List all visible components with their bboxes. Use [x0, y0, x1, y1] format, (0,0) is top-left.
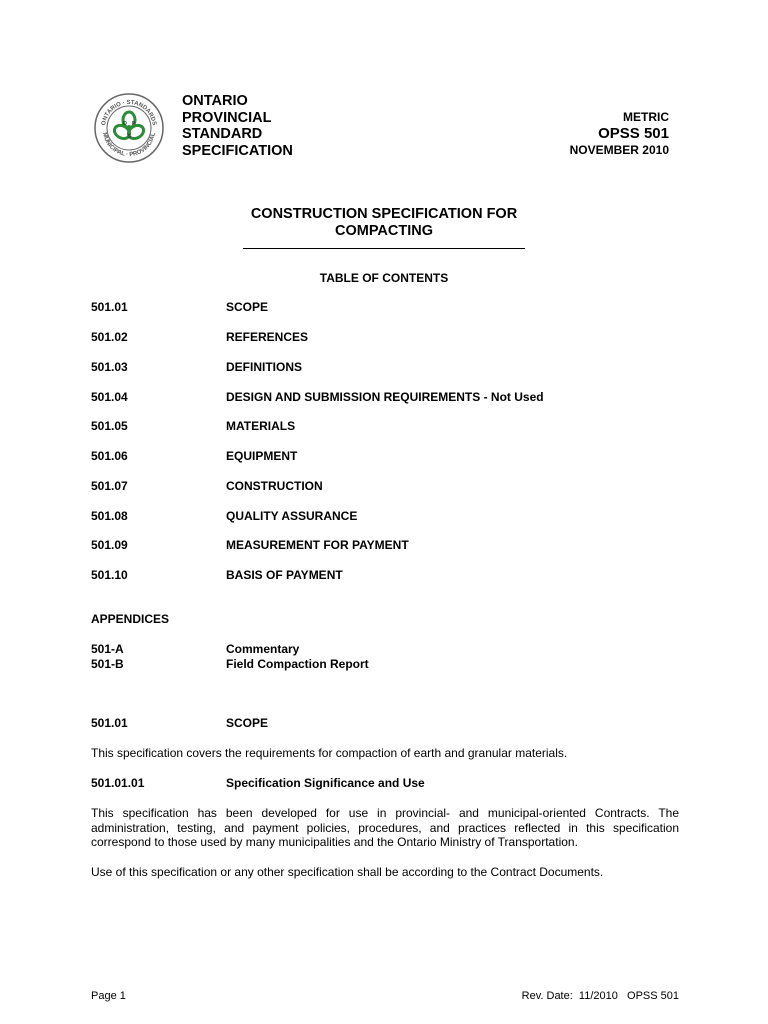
toc-label: DEFINITIONS [226, 360, 303, 374]
toc-number: 501.09 [91, 538, 128, 552]
toc-number: 501.01 [91, 300, 128, 314]
spec-id-block [570, 110, 669, 158]
org-line: STANDARD [182, 126, 263, 142]
appendix-label: Commentary [226, 642, 300, 656]
toc-item[interactable] [91, 509, 357, 523]
toc-item[interactable] [91, 390, 544, 404]
toc-item[interactable] [91, 479, 323, 493]
toc-item[interactable] [91, 419, 295, 433]
toc-item[interactable] [91, 330, 308, 344]
appendix-item[interactable] [91, 642, 299, 656]
toc-number: 501.05 [91, 419, 128, 433]
section-title: SCOPE [226, 716, 269, 730]
toc-item[interactable] [91, 568, 343, 582]
toc-number: 501.04 [91, 390, 128, 404]
svg-text:P: P [132, 121, 136, 127]
appendix-label: Field Compaction Report [226, 657, 369, 671]
toc-item[interactable] [91, 300, 268, 314]
toc-label: MEASUREMENT FOR PAYMENT [226, 538, 409, 552]
toc-label: DESIGN AND SUBMISSION REQUIREMENTS - Not Used [226, 390, 544, 404]
section-number: 501.01 [91, 716, 128, 730]
toc-number: 501.02 [91, 330, 128, 344]
svg-text:S: S [127, 134, 131, 140]
use-paragraph: Use of this specification or any other specification shall be according to the Contract Documents. [91, 865, 604, 879]
svg-text:MUNICIPAL · PROVINCIAL: MUNICIPAL · PROVINCIAL [101, 132, 157, 159]
toc-label: MATERIALS [226, 419, 296, 433]
scope-text: This specification covers the requirements for compaction of earth and granular materials. [91, 746, 568, 760]
toc-item[interactable] [91, 360, 302, 374]
toc-item[interactable] [91, 449, 297, 463]
toc-heading: TABLE OF CONTENTS [319, 271, 449, 285]
org-line: SPECIFICATION [182, 142, 293, 159]
appendices-heading: APPENDICES [91, 612, 170, 626]
toc-label: REFERENCES [226, 330, 309, 344]
svg-text:O: O [123, 121, 127, 127]
toc-label: BASIS OF PAYMENT [226, 568, 343, 582]
toc-label: SCOPE [226, 300, 269, 314]
toc-item[interactable] [91, 538, 409, 552]
appendix-item[interactable] [91, 657, 369, 671]
spec-date: NOVEMBER 2010 [569, 143, 669, 157]
section-heading [91, 716, 268, 730]
title-line: COMPACTING [334, 223, 433, 239]
trillium-seal-icon [93, 92, 165, 164]
subsection-title: Specification Significance and Use [226, 776, 425, 790]
document-title [0, 206, 768, 240]
opss-logo [93, 92, 165, 164]
org-line: ONTARIO [182, 93, 248, 109]
metric-label: METRIC [623, 110, 669, 124]
page-number: Page 1 [91, 990, 126, 1002]
org-name [182, 93, 293, 159]
toc-number: 501.08 [91, 509, 128, 523]
toc-label: EQUIPMENT [226, 449, 298, 463]
toc-number: 501.06 [91, 449, 128, 463]
toc-label: CONSTRUCTION [226, 479, 323, 493]
spec-code: OPSS 501 [598, 125, 669, 142]
toc-number: 501.03 [91, 360, 128, 374]
subsection-heading [91, 776, 425, 790]
title-line: CONSTRUCTION SPECIFICATION FOR [250, 206, 518, 222]
org-line: PROVINCIAL [182, 109, 272, 126]
revision-date: Rev. Date: 11/2010 OPSS 501 [521, 990, 679, 1002]
svg-text:ONTARIO · STANDARDS: ONTARIO · STANDARDS [101, 99, 157, 126]
title-divider [243, 248, 525, 249]
subsection-number: 501.01.01 [91, 776, 145, 790]
toc-number: 501.07 [91, 479, 128, 493]
appendix-number: 501-B [91, 657, 124, 671]
significance-paragraph: This specification has been developed for use in provincial- and municipal-oriented Contracts. The administration, testing, and payment policies, procedures, and practices reflected in this specification correspond to those used by many municipalities and the Ontario Ministry of Transportation. [91, 806, 679, 849]
toc-number: 501.10 [91, 568, 128, 582]
appendix-number: 501-A [91, 642, 124, 656]
toc-label: QUALITY ASSURANCE [226, 509, 358, 523]
